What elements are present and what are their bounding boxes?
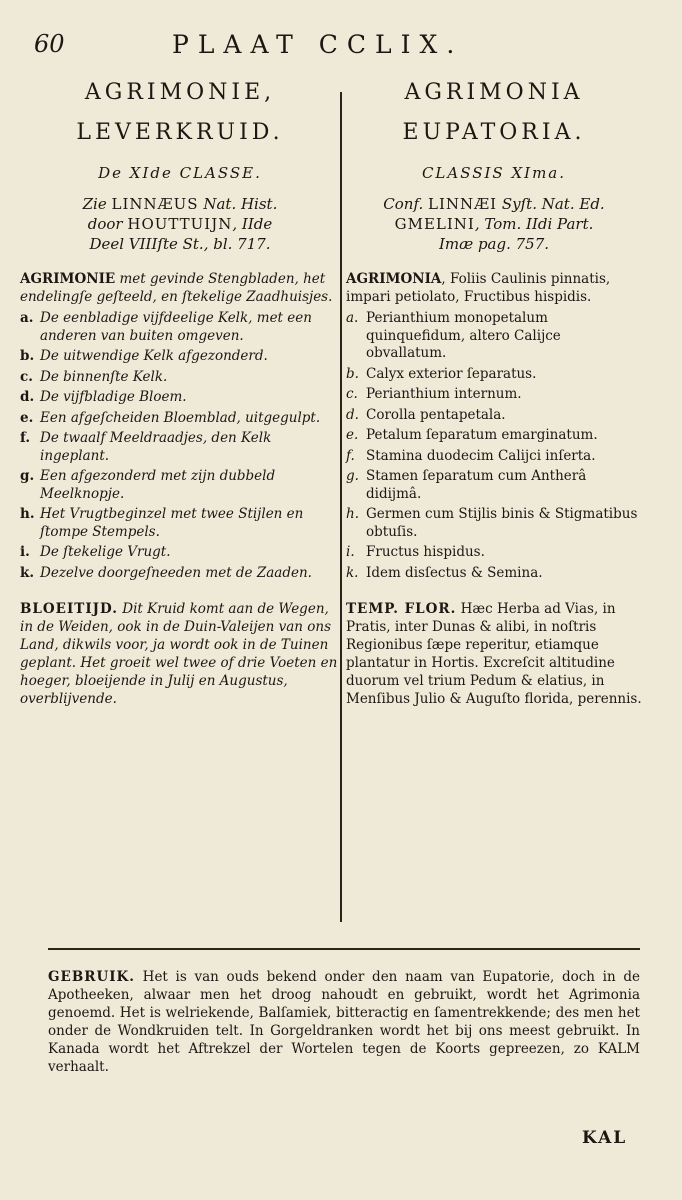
item-key: a. [20,310,34,326]
item-key: d. [346,406,359,423]
item-key: c. [20,368,33,385]
dutch-column [20,76,340,708]
item-key: k. [346,564,359,581]
item-key: g. [346,468,359,484]
list-item [20,369,340,387]
item-key: b. [20,348,35,364]
dutch-title-2: LEVERKRUID. [76,120,284,145]
item-key: h. [20,506,35,522]
list-item [20,389,340,407]
item-key: b. [346,365,359,382]
item-text: De ſtekelige Vrugt. [40,544,171,560]
dutch-flowering: BLOEITIJD. Dit Kruid komt aan de Wegen, in de Weiden, ook in de Duin-Valeijen van ons Land, dikwils voor, ja wordt ook in de Tuinen geplant. Het groeit wel twee of drie Voeten en hoeger, bloeijende in Julij en Augustus, overblijvende. [20,601,338,707]
latin-classis: CLASSIS XIma. [421,164,567,182]
item-key: e. [346,427,359,443]
item-key: a. [346,310,359,326]
latin-reference: Conf. LINNÆI Syſt. Nat. Ed. GMELINI, Tom. IIdi Part. Imæ pag. 757. [383,195,605,253]
list-item [20,468,340,503]
plate-heading: PLAAT CCLIX. [172,30,464,59]
item-key: h. [346,506,359,522]
latin-flowering: TEMP. FLOR. Hæc Herba ad Vias, in Pratis, inter Dunas & alibi, in noſtris Regionibus ſæpe reperitur, etiamque plantatur in Hortis. Excreſcit altitudine duorum vel trium Pedum & elatius, in Menſibus Julio & Auguſto florida, perennis. [346,601,642,707]
item-key: g. [20,468,35,484]
item-text: De binnenſte Kelk. [40,368,168,385]
list-item [20,544,340,562]
dutch-classis: De XIde CLASSE. [98,164,262,182]
list-item [346,468,642,503]
item-text: Fructus hispidus. [366,544,485,560]
item-text: Calyx exterior ſeparatus. [366,365,537,382]
latin-item-list [346,310,642,582]
item-text: Een afgeſcheiden Bloemblad, uitgegulpt. [40,409,321,426]
latin-title-1: AGRIMONIA [404,80,584,105]
column-divider [340,92,342,922]
list-item [20,506,340,541]
item-text: Idem disſectus & Semina. [366,564,543,581]
item-key: e. [20,409,34,426]
list-item [346,310,642,363]
item-text: Stamen ſeparatum cum Antherâ didijmâ. [366,468,587,502]
dutch-title-1: AGRIMONIE, [84,80,276,105]
list-item [346,544,642,562]
list-item [20,410,340,428]
item-text: Petalum ſeparatum emarginatum. [366,427,598,443]
dutch-description: AGRIMONIE met gevinde Stengbladen, het endelingſe geſteeld, en ſtekelige Zaadhuisjes. [20,271,333,305]
dutch-reference: Zie LINNÆUS Nat. Hist. door HOUTTUIJN, IIde Deel VIIIſte St., bl. 717. [82,195,278,253]
item-text: De uitwendige Kelk afgezonderd. [40,348,268,364]
item-key: i. [20,544,30,560]
latin-description: AGRIMONIA, Foliis Caulinis pinnatis, impari petiolato, Fructibus hispidis. [346,271,611,305]
item-text: Germen cum Stijlis binis & Stigmatibus obtuſis. [366,506,638,540]
item-text: De eenbladige vijfdeelige Kelk, met een anderen van buiten omgeven. [40,310,312,344]
list-item [20,430,340,465]
list-item [346,366,642,384]
catchword: KAL [582,1128,628,1148]
list-item [20,565,340,583]
item-text: Dezelve doorgeſneeden met de Zaaden. [40,564,312,581]
item-text: Het Vrugtbeginzel met twee Stijlen en ſtompe Stempels. [40,506,304,540]
item-text: Een afgezonderd met zijn dubbeld Meelknopje. [40,468,276,502]
usage-paragraph: GEBRUIK. Het is van ouds bekend onder den naam van Eupatorie, doch in de Apotheeken, alwaar men het droog nahoudt en gebruikt, wordt het Agrimonia genoemd. Het is welriekende, Balſamiek, bitteractig en ſamentrekkende; des men het onder de Wondkruiden telt. In Gorgeldranken wordt het bij ons meest gebruikt. In Kanada wordt het Aftrekzel der Wortelen tegen de Koorts gepreezen, zo KALM verhaalt. [48,969,640,1075]
section-divider [48,948,640,950]
list-item [346,407,642,425]
item-text: De twaalf Meeldraadjes, den Kelk ingeplant. [40,430,272,464]
latin-column [346,76,642,708]
item-key: i. [346,544,355,560]
item-key: f. [346,447,355,464]
list-item [346,506,642,541]
list-item [20,310,340,345]
list-item [346,427,642,445]
page-number: 60 [34,30,65,58]
dutch-item-list [20,310,340,582]
item-text: Perianthium monopetalum quinquefidum, altero Calijce obvallatum. [366,310,561,361]
item-text: Stamina duodecim Calijci inſerta. [366,447,596,464]
latin-title-2: EUPATORIA. [402,120,586,145]
item-key: f. [20,430,31,446]
item-key: d. [20,389,35,405]
list-item [346,565,642,583]
list-item [346,386,642,404]
item-key: k. [20,564,35,581]
item-text: Corolla pentapetala. [366,406,506,423]
list-item [20,348,340,366]
item-text: Perianthium internum. [366,386,522,402]
item-key: c. [346,386,358,402]
item-text: De vijfbladige Bloem. [40,389,187,405]
list-item [346,448,642,466]
